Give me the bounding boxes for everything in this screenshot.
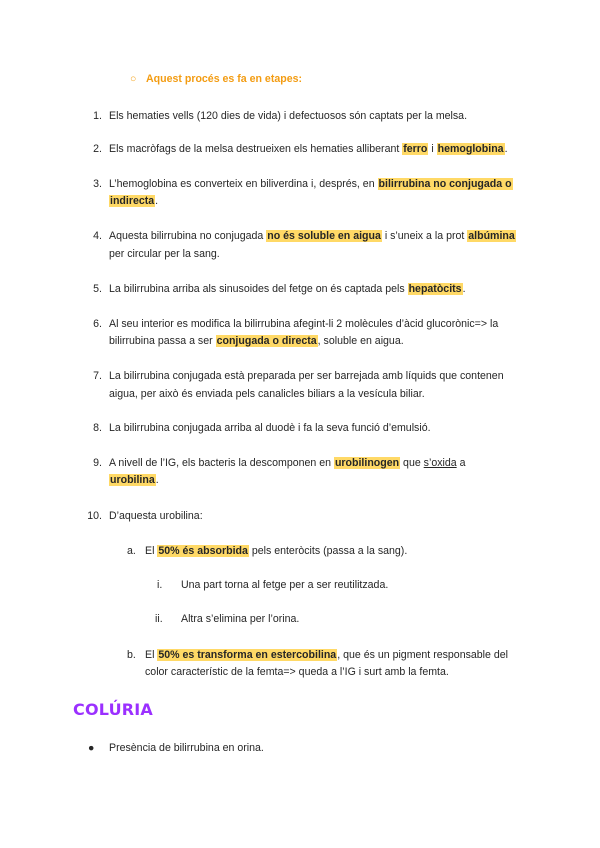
highlight: ferro bbox=[403, 143, 428, 155]
list-item-continuation: per circular per la sang. bbox=[109, 248, 220, 260]
list-number: 1. bbox=[93, 110, 102, 122]
highlight: conjugada o directa bbox=[216, 335, 317, 347]
roman-numeral: ii. bbox=[155, 613, 163, 625]
sublist-letter: a. bbox=[127, 545, 136, 557]
list-item: Aquesta bilirrubina no conjugada no és soluble en aigua i s’uneix a la prot albúmina bbox=[109, 230, 515, 242]
list-item: Al seu interior es modifica la bilirrubina afegint-li 2 molècules d’àcid glucorònic=> la bbox=[109, 318, 499, 330]
list-item: La bilirrubina conjugada arriba al duodè i fa la seva funció d’emulsió. bbox=[109, 422, 431, 434]
list-number: 8. bbox=[93, 422, 102, 434]
highlight: albúmina bbox=[468, 230, 515, 242]
list-item: La bilirrubina arriba als sinusoides del fetge on és captada pels hepatòcits. bbox=[109, 283, 466, 295]
bullet-icon: ● bbox=[88, 742, 95, 754]
list-number: 5. bbox=[93, 283, 102, 295]
highlight: 50% es transforma en estercobilina bbox=[158, 649, 337, 661]
list-number: 3. bbox=[93, 178, 102, 190]
list-item-continuation: indirecta. bbox=[110, 195, 159, 207]
list-item: D’aquesta urobilina: bbox=[109, 510, 203, 522]
list-number: 2. bbox=[93, 143, 102, 155]
highlight: urobilinogen bbox=[334, 457, 400, 469]
list-item-continuation: aigua, per això és enviada pels canalicles biliars a la vesícula biliar. bbox=[109, 388, 425, 400]
intro-bullet: ○ bbox=[130, 73, 137, 85]
list-number: 4. bbox=[93, 230, 102, 242]
sublist-item: El 50% és absorbida pels enteròcits (passa a la sang). bbox=[145, 545, 408, 557]
highlight: indirecta bbox=[110, 195, 155, 207]
list-item-continuation: urobilina. bbox=[110, 474, 159, 486]
highlight: no és soluble en aigua bbox=[267, 230, 381, 242]
roman-numeral: i. bbox=[157, 579, 163, 591]
highlight: hepatòcits bbox=[408, 283, 462, 295]
bullet-text: Presència de bilirrubina en orina. bbox=[109, 742, 264, 754]
list-item: L’hemoglobina es converteix en biliverdina i, després, en bilirrubina no conjugada o bbox=[109, 178, 512, 190]
highlight: hemoglobina bbox=[437, 143, 504, 155]
list-number: 9. bbox=[93, 457, 102, 469]
sublist-letter: b. bbox=[127, 649, 136, 661]
subsub-item: Altra s’elimina per l’orina. bbox=[181, 613, 300, 625]
underlined-text: s’oxida bbox=[423, 457, 457, 469]
list-item: Els hematies vells (120 dies de vida) i defectuosos són captats per la melsa. bbox=[109, 110, 468, 122]
sublist-item-continuation: color característic de la femta=> queda a l’IG i surt amb la femta. bbox=[145, 666, 449, 678]
list-item: A nivell de l’IG, els bacteris la descomponen en urobilinogen que s’oxida a bbox=[109, 457, 466, 469]
list-item-continuation: bilirrubina passa a ser conjugada o directa, soluble en aigua. bbox=[109, 335, 404, 347]
highlight: bilirrubina no conjugada o bbox=[378, 178, 512, 190]
list-number: 6. bbox=[93, 318, 102, 330]
sublist-item: El 50% es transforma en estercobilina, que és un pigment responsable del bbox=[145, 649, 508, 661]
list-number: 10. bbox=[87, 510, 102, 522]
highlight: urobilina bbox=[110, 474, 155, 486]
list-item: La bilirrubina conjugada està preparada per ser barrejada amb líquids que contenen bbox=[109, 370, 504, 382]
list-item: Els macròfags de la melsa destrueixen els hematies alliberant ferro i hemoglobina. bbox=[109, 143, 508, 155]
intro-text: Aquest procés es fa en etapes: bbox=[146, 73, 303, 85]
subsub-item: Una part torna al fetge per a ser reutilitzada. bbox=[181, 579, 389, 591]
section-heading: COLÚRIA bbox=[73, 700, 154, 719]
list-number: 7. bbox=[93, 370, 102, 382]
highlight: 50% és absorbida bbox=[158, 545, 248, 557]
